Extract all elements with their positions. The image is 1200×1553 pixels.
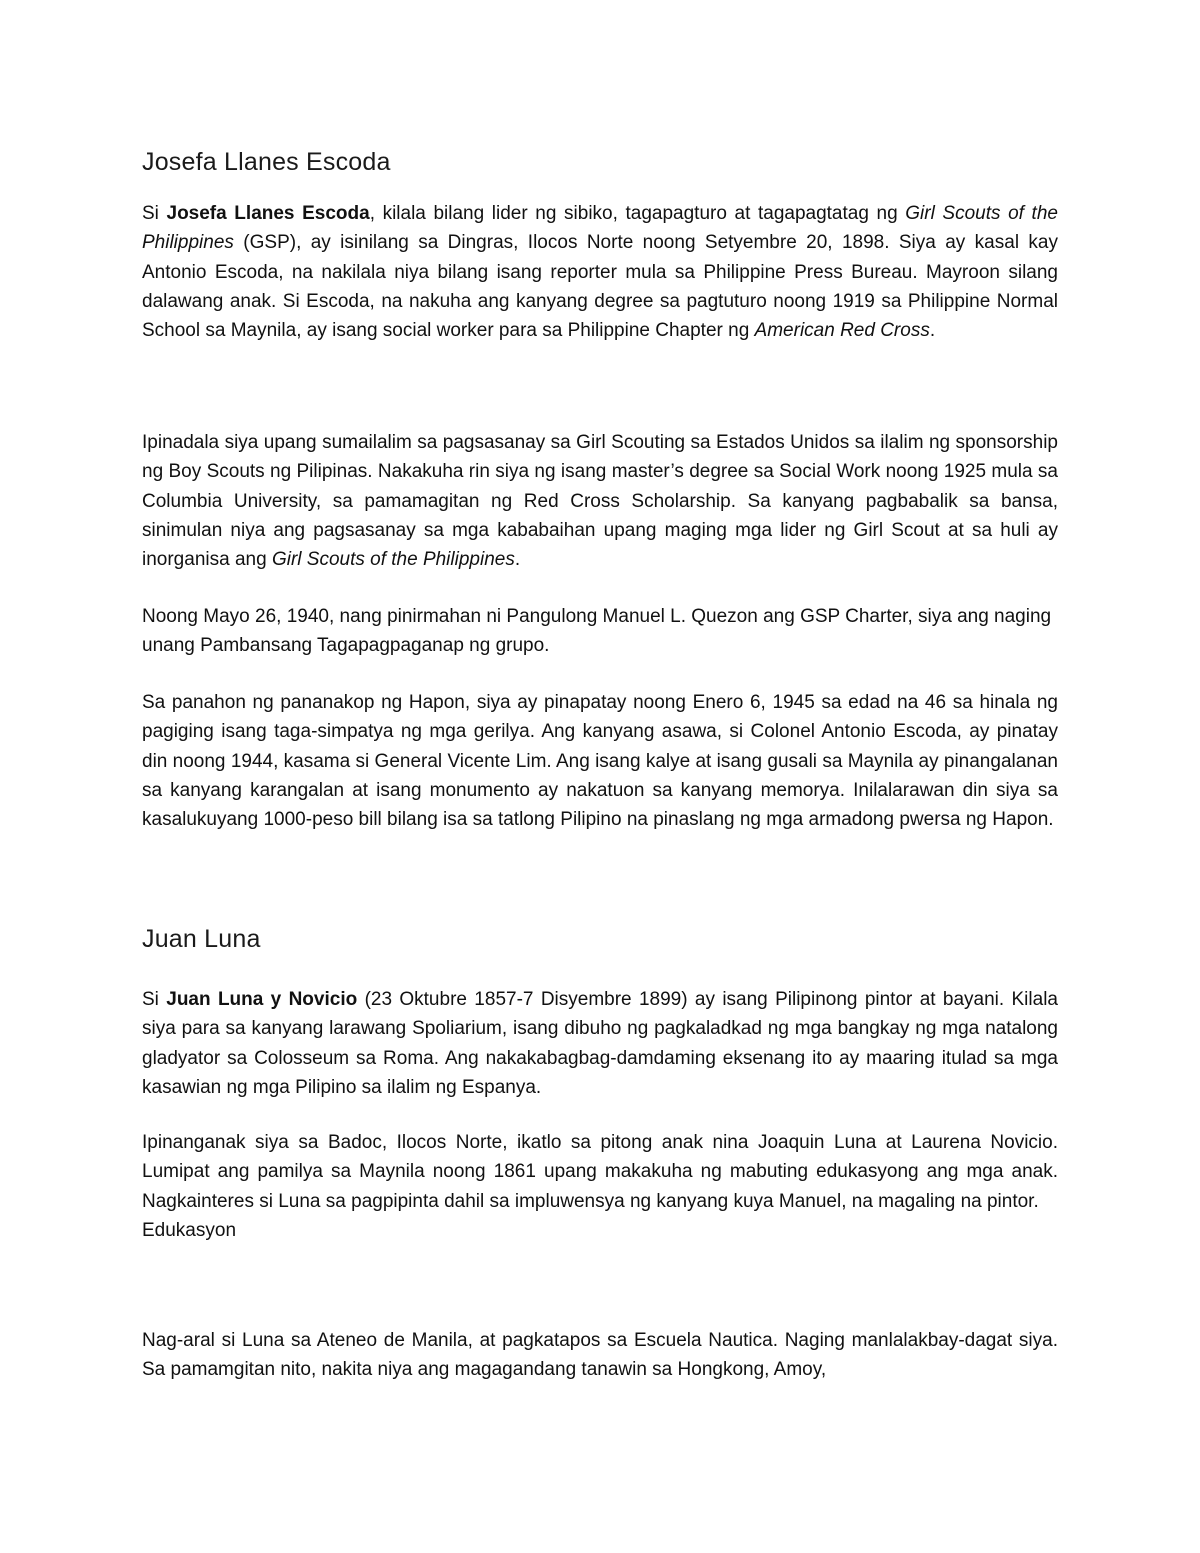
- paragraph-luna-education: Nag-aral si Luna sa Ateneo de Manila, at pagkatapos sa Escuela Nautica. Naging manlalakbay-dagat siya. Sa pamamgitan nito, nakita niya ang magagandang tanawin sa Hongkong, Amoy,: [142, 1330, 1058, 1381]
- paragraph-luna-intro: [142, 985, 1058, 1102]
- text-run: Si: [142, 989, 167, 1010]
- section-heading-juan-luna: Juan Luna: [142, 925, 261, 953]
- bold-name: Josefa Llanes Escoda: [166, 203, 370, 224]
- italic-organization: Girl Scouts of the Philippines: [271, 549, 515, 571]
- italic-organization: Girl Scouts of the Philippines: [142, 203, 1058, 254]
- paragraph-josefa-intro: [142, 199, 1058, 345]
- text-run: Si: [142, 203, 167, 224]
- section-heading-josefa: Josefa Llanes Escoda: [142, 148, 391, 176]
- text-run: (23 Oktubre 1857-7 Disyembre 1899) ay isang Pilipinong pintor at bayani. Kilala siya para sa kanyang larawang Spoliarium, isang dibuho ng pagkaladkad ng mga bangkay ng mga natalong gladyator sa Colosseum sa Roma. Ang nakakabagbag-damdaming eksenang ito ay maaring itulad sa mga kasawian ng mga Pilipino sa ilalim ng Espanya.: [142, 989, 1058, 1098]
- paragraph-luna-birth-block: [142, 1128, 1058, 1245]
- paragraph-josefa-death: Sa panahon ng pananakop ng Hapon, siya ay pinapatay noong Enero 6, 1945 sa edad na 46 sa hinala ng pagiging isang taga-simpatya ng mga gerilya. Ang kanyang asawa, si Colonel Antonio Escoda, ay pinatay din noong 1944, kasama si General Vicente Lim. Ang isang kalye at isang gusali sa Maynila ay pinangalanan sa kanyang karangalan at isang monumento ay nakatuon sa kanyang memorya. Inilalarawan din siya sa kasalukuyang 1000-peso bill bilang isa sa tatlong Pilipino na pinaslang ng mga armadong pwersa ng Hapon.: [142, 692, 1058, 831]
- text-run: .: [514, 549, 521, 571]
- paragraph-josefa-charter: Noong Mayo 26, 1940, nang pinirmahan ni Pangulong Manuel L. Quezon ang GSP Charter, siya ang naging unang Pambansang Tagapagpaganap ng grupo.: [142, 606, 1052, 657]
- italic-organization: American Red Cross: [754, 320, 930, 342]
- bold-name: Juan Luna y Novicio: [166, 989, 358, 1010]
- text-run: .: [929, 320, 936, 342]
- paragraph-josefa-training: [142, 428, 1058, 574]
- text-run: (GSP), ay isinilang sa Dingras, Ilocos Norte noong Setyembre 20, 1898. Siya ay kasal kay Antonio Escoda, na nakilala niya bilang isang reporter mula sa Philippine Press Bureau. Mayroon silang dalawang anak. Si Escoda, na nakuha ang kanyang degree sa pagtuturo noong 1919 sa Philippine Normal School sa Maynila, ay isang social worker para sa Philippine Chapter ng: [142, 232, 1058, 342]
- subheading-edukasyon: Edukasyon: [142, 1219, 237, 1241]
- text-run: Ipinadala siya upang sumailalim sa pagsasanay sa Girl Scouting sa Estados Unidos sa ilalim ng sponsorship ng Boy Scouts ng Pilipinas. Nakakuha rin siya ng isang master’s degree sa Social Work noong 1925 mula sa Columbia University, sa pamamagitan ng Red Cross Scholarship. Sa kanyang pagbabalik sa bansa, sinimulan niya ang pagsasanay sa mga kababaihan upang maging mga lider ng Girl Scout at sa huli ay inorganisa ang: [142, 432, 1058, 571]
- paragraph-luna-birth: Ipinanganak siya sa Badoc, Ilocos Norte, ikatlo sa pitong anak nina Joaquin Luna at Laurena Novicio. Lumipat ang pamilya sa Maynila noong 1861 upang makakuha ng mabuting edukasyong ang mga anak. Nagkainteres si Luna sa pagpipinta dahil sa impluwensya ng kanyang kuya Manuel, na magaling na pintor.: [142, 1132, 1058, 1212]
- text-run: , kilala bilang lider ng sibiko, tagapagturo at tagapagtatag ng: [369, 203, 906, 224]
